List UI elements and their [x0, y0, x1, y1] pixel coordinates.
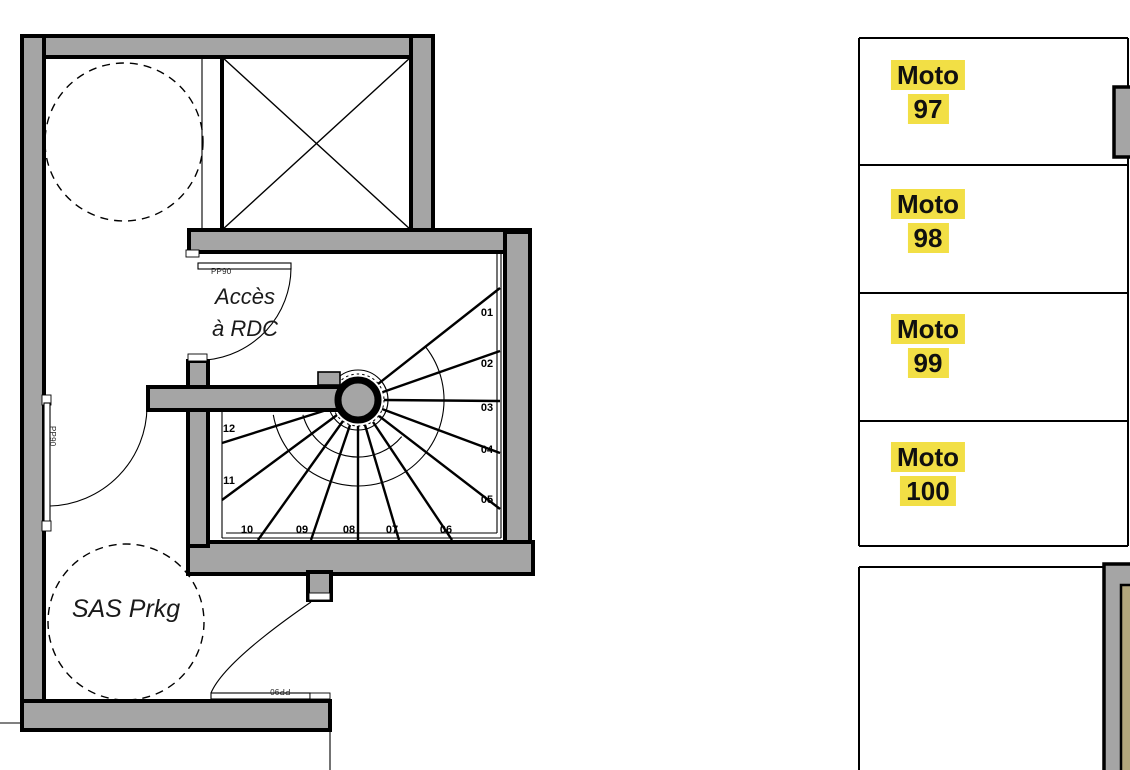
stair-step-number: 05: [480, 494, 494, 506]
stair-step-number: 06: [439, 524, 453, 536]
tread-line-12: [222, 408, 333, 443]
pier-block: [1114, 87, 1130, 157]
left-door-swing-arc: [50, 407, 147, 506]
stair-step-number: 09: [295, 524, 309, 536]
bottom-door-size-label: PP90: [270, 687, 291, 696]
stall-label-moto-100: [891, 442, 965, 506]
access-room-label-line1: Accès: [215, 284, 275, 309]
stair-step-number: 07: [385, 524, 399, 536]
door-frame-piece: [310, 693, 330, 699]
left-door-size-label: PP90: [48, 426, 57, 447]
wall-stair-right: [505, 232, 530, 574]
stair-step-number: 02: [480, 358, 494, 370]
stair-center-column: [338, 380, 378, 420]
stall-label-moto-99: [891, 314, 965, 378]
stair-step-number: 03: [480, 402, 494, 414]
wall-bottom: [22, 701, 330, 730]
stall-number-label: 98: [908, 223, 949, 253]
wall-stair-top: [189, 230, 530, 252]
handrail-start-tab: [318, 372, 340, 385]
tread-line-09: [311, 425, 350, 540]
door-jamb: [42, 521, 51, 531]
door-jamb: [188, 354, 207, 361]
sas-room-label: SAS Prkg: [71, 595, 181, 623]
wall-stair-bottom: [188, 542, 533, 574]
stall-type-label: Moto: [891, 60, 965, 90]
stair-spur-wall: [148, 387, 348, 410]
tread-line-11: [222, 415, 337, 500]
bottom-door-leaf: [211, 693, 310, 699]
stall-type-label: Moto: [891, 442, 965, 472]
stair-step-number: 10: [240, 524, 254, 536]
stall-label-moto-97: [891, 60, 965, 124]
stair-step-number: 08: [342, 524, 356, 536]
stall-label-moto-98: [891, 189, 965, 253]
stair-step-number: 11: [223, 475, 235, 487]
stall-type-label: Moto: [891, 189, 965, 219]
top-door-size-label: PP90: [211, 267, 232, 276]
stall-number-label: 100: [900, 476, 955, 506]
access-room-label: [186, 281, 304, 345]
parking-stalls: [859, 38, 1130, 770]
wall-shaft-right: [411, 36, 433, 232]
access-room-label-line2: à RDC: [211, 316, 278, 341]
wall-left: [22, 36, 44, 730]
stall-number-label: 99: [908, 348, 949, 378]
stall-number-label: 97: [908, 94, 949, 124]
tread-line-03: [384, 400, 500, 401]
tread-line-06: [373, 422, 452, 540]
turning-circle-top: [45, 63, 203, 221]
wall-top: [22, 36, 433, 57]
stair-step-number: 04: [480, 444, 494, 456]
wood-trim-strip: [1121, 585, 1130, 770]
stair-step-number: 12: [222, 423, 236, 435]
door-jamb: [309, 593, 330, 600]
door-jamb: [186, 250, 199, 257]
shaft: [202, 57, 411, 230]
stall-type-label: Moto: [891, 314, 965, 344]
left-door-leaf: [44, 403, 50, 523]
stair-step-number: 01: [480, 307, 494, 319]
bottom-door-swing-arc: [211, 602, 311, 693]
